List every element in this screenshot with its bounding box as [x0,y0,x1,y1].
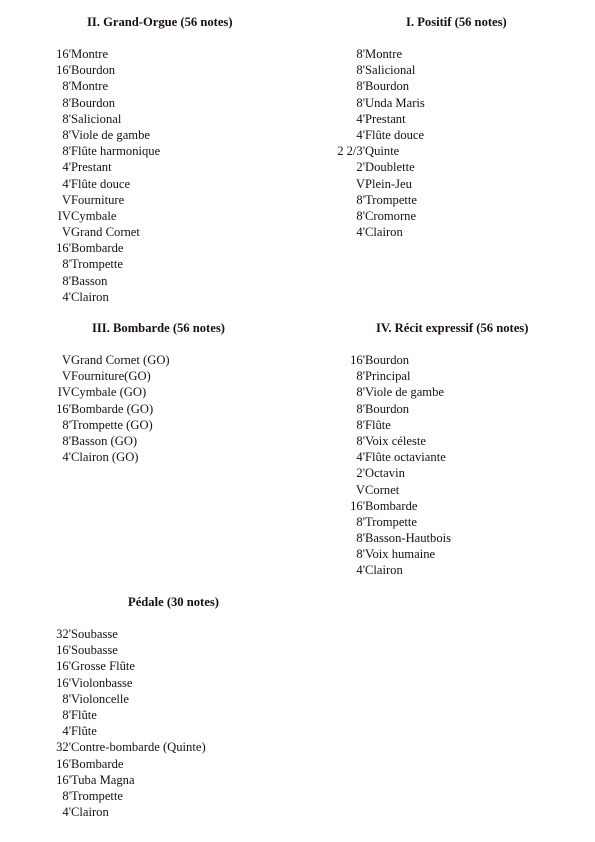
stop-pitch: 8' [356,208,365,223]
stop-pitch: V [61,353,71,367]
stop-name: Bourdon [365,401,410,416]
stop-name: Bourdon [71,63,116,78]
stop-name: Octavin [365,466,405,481]
stop-name: Flûte octaviante [365,450,446,465]
stop-name: Grand Cornet (GO) [71,353,170,367]
stop-name: Clairon [365,563,403,578]
stop-pitch: V [61,192,71,207]
stop-pitch: 4' [356,127,365,142]
stop-name: Principal [365,369,411,384]
stop-name: Flûte [71,707,97,722]
stop-name: Prestant [365,111,406,126]
stop-name: Trompette [365,192,418,207]
stop-pitch: V [355,482,365,497]
stop-pitch: 8' [62,127,71,142]
stop-pitch: 16' [56,675,71,690]
stop-pitch: 8' [356,79,365,94]
stop-pitch: 8' [356,514,365,529]
stop-name: Prestant [71,160,112,175]
stop-pitch: 4' [62,176,71,191]
stop-name: Cromorne [365,208,417,223]
stop-pitch: 16' [56,47,71,61]
stop-name: Grosse Flûte [71,659,136,674]
stop-name: Flûte [71,724,97,739]
stop-name: Voix céleste [365,433,426,448]
stop-name: Viole de gambe [71,127,150,142]
stop-pitch: 8' [62,111,71,126]
stop-pitch: 8' [62,257,71,272]
division-title: III. Bombarde (56 notes) [92,321,225,335]
stop-name: Trompette [71,257,124,272]
stop-pitch: 8' [62,691,71,706]
stop-name: Montre [365,47,403,61]
stop-name: Trompette [365,514,418,529]
stop-name: Grand Cornet [71,225,140,240]
stop-name: Basson [71,273,108,288]
stop-name: Flûte [365,417,391,432]
stop-pitch: 16' [56,772,71,787]
stop-name: Soubasse [71,627,118,641]
stop-pitch: 16' [56,659,71,674]
stop-pitch: 8' [356,531,365,546]
stop-name: Cornet [365,482,400,497]
stop-name: Fourniture [71,192,125,207]
stop-name: Tuba Magna [71,772,135,787]
stop-pitch: 16' [56,643,71,658]
stop-pitch: 8' [62,707,71,722]
stop-pitch: 8' [356,63,365,78]
stop-pitch: V [61,369,71,384]
stop-pitch: 4' [62,805,71,820]
stop-name: Contre-bombarde (Quinte) [71,740,206,755]
stop-name: Salicional [365,63,416,78]
stop-pitch: 8' [62,273,71,288]
stop-name: Viole de gambe [365,385,444,400]
division-title: I. Positif (56 notes) [406,15,507,29]
stop-pitch: 8' [62,79,71,94]
stop-pitch: 4' [62,724,71,739]
stop-name: Bombarde [365,498,418,513]
stop-pitch: IV [57,385,71,400]
stop-pitch: 8' [356,385,365,400]
stop-pitch: 4' [62,289,71,304]
stop-pitch: 4' [62,450,71,465]
stop-name: Soubasse [71,643,118,658]
stop-name: Fourniture(GO) [71,369,151,384]
stop-name: Montre [71,47,109,61]
division-title: II. Grand-Orgue (56 notes) [87,15,233,29]
stop-name: Flûte harmonique [71,144,161,159]
stop-name: Quinte [365,144,400,159]
stop-pitch: 16' [56,401,71,416]
stop-pitch: 8' [62,417,71,432]
stop-name: Flûte douce [71,176,131,191]
stop-name: Montre [71,79,109,94]
stop-pitch: 2 2/3' [337,144,365,159]
stop-name: Clairon (GO) [71,450,139,465]
stop-pitch: 8' [356,433,365,448]
stop-pitch: 8' [356,192,365,207]
stop-pitch: 8' [356,417,365,432]
stop-pitch: 4' [62,160,71,175]
stop-name: Plein-Jeu [365,176,412,191]
stop-pitch: 4' [356,225,365,240]
stop-pitch: 2' [356,160,365,175]
division-title: Pédale (30 notes) [128,595,219,609]
stop-name: Flûte douce [365,127,425,142]
stop-name: Salicional [71,111,122,126]
stop-name: Cymbale (GO) [71,385,147,400]
stop-pitch: 4' [356,563,365,578]
stop-pitch: V [355,176,365,191]
stop-name: Bourdon [71,95,116,110]
stop-name: Bourdon [365,353,410,367]
stop-pitch: V [61,225,71,240]
stop-pitch: 8' [62,144,71,159]
stop-pitch: 32' [56,740,71,755]
stop-name: Unda Maris [365,95,425,110]
stop-pitch: 8' [62,95,71,110]
stop-name: Doublette [365,160,415,175]
stop-name: Trompette [71,788,124,803]
stop-name: Bourdon [365,79,410,94]
stop-pitch: 8' [356,95,365,110]
stop-pitch: 8' [356,369,365,384]
stop-name: Violoncelle [71,691,129,706]
division-title: IV. Récit expressif (56 notes) [376,321,529,335]
stop-name: Trompette (GO) [71,417,153,432]
stop-pitch: 8' [62,788,71,803]
stop-name: Violonbasse [71,675,133,690]
stop-pitch: 16' [350,498,365,513]
stop-name: Cymbale [71,208,117,223]
stop-pitch: 8' [62,433,71,448]
stop-name: Bombarde [71,756,124,771]
stop-pitch: 4' [356,111,365,126]
stop-name: Bombarde [71,241,124,256]
stop-pitch: 16' [56,756,71,771]
stop-name: Clairon [71,805,109,820]
stop-pitch: 8' [356,47,365,61]
stop-name: Voix humaine [365,547,436,562]
stop-name: Clairon [71,289,109,304]
stop-name: Clairon [365,225,403,240]
stop-pitch: 16' [56,63,71,78]
stop-pitch: 16' [56,241,71,256]
stop-pitch: 8' [356,547,365,562]
stop-name: Bombarde (GO) [71,401,154,416]
stop-pitch: IV [57,208,71,223]
stop-pitch: 8' [356,401,365,416]
stop-name: Basson-Hautbois [365,531,452,546]
stop-pitch: 4' [356,450,365,465]
stop-pitch: 2' [356,466,365,481]
stop-name: Basson (GO) [71,433,138,448]
stop-pitch: 16' [350,353,365,367]
stop-pitch: 32' [56,627,71,641]
